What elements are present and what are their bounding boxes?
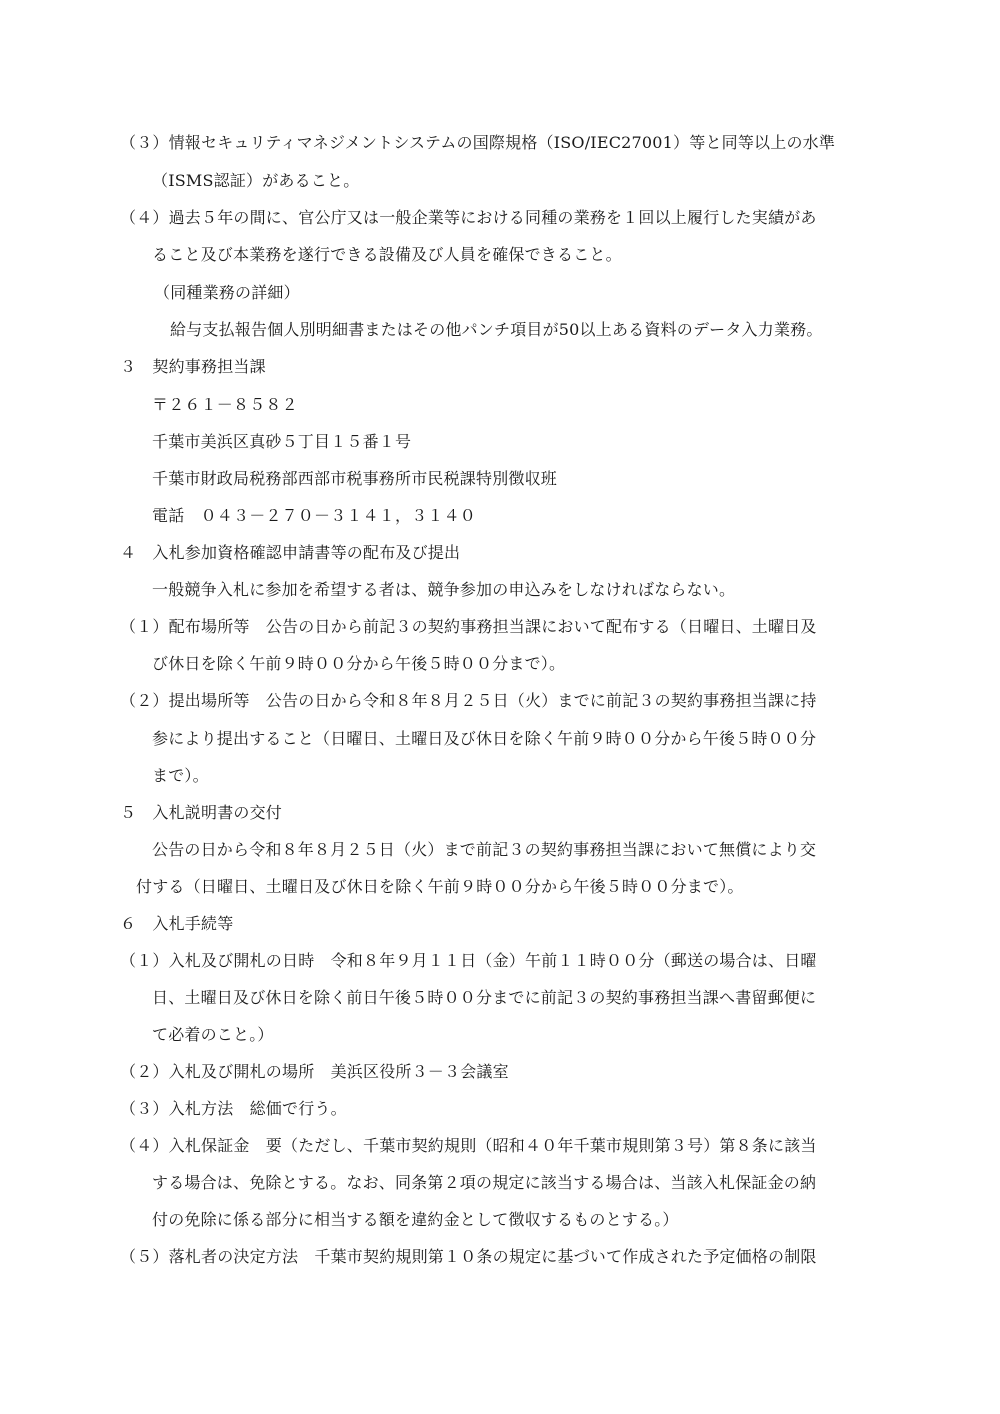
text-line: 一般競争入札に参加を希望する者は、競争参加の申込みをしなければならない。 [152, 580, 736, 599]
text-line: 日、土曜日及び休日を除く前日午後５時００分までに前記３の契約事務担当課へ書留郵便に [152, 988, 817, 1007]
text-line: 千葉市財政局税務部西部市税事務所市民税課特別徴収班 [152, 469, 558, 488]
text-line: び休日を除く午前９時００分から午後５時００分まで）。 [152, 654, 566, 673]
text-line: （１）配布場所等 公告の日から前記３の契約事務担当課において配布する（日曜日、土曜日及 [120, 617, 817, 636]
text-line: 給与支払報告個人別明細書またはその他パンチ項目が50以上ある資料のデータ入力業務。 [170, 320, 823, 339]
section-heading: ５ 入札説明書の交付 [120, 803, 283, 822]
text-line: （２）提出場所等 公告の日から令和８年８月２５日（火）までに前記３の契約事務担当課に持 [120, 691, 817, 710]
text-line: 付の免除に係る部分に相当する額を違約金として徴収するものとする。） [152, 1210, 679, 1229]
text-line: （１）入札及び開札の日時 令和８年９月１１日（金）午前１１時００分（郵送の場合は、日曜 [120, 951, 817, 970]
text-line: 公告の日から令和８年８月２５日（火）まで前記３の契約事務担当課において無償により交 [152, 840, 817, 859]
text-line: （２）入札及び開札の場所 美浜区役所３－３会議室 [120, 1062, 509, 1081]
text-line: （ISMS認証）があること。 [152, 171, 360, 190]
text-line: て必着のこと。） [152, 1025, 274, 1044]
text-line: （４）過去５年の間に、官公庁又は一般企業等における同種の業務を１回以上履行した実績があ [120, 208, 817, 227]
section-heading: ４ 入札参加資格確認申請書等の配布及び提出 [120, 543, 461, 562]
text-line: する場合は、免除とする。なお、同条第２項の規定に該当する場合は、当該入札保証金の納 [152, 1173, 817, 1192]
text-line: （４）入札保証金 要（ただし、千葉市契約規則（昭和４０年千葉市規則第３号）第８条に該当 [120, 1136, 817, 1155]
text-line: 電話 ０４３－２７０－３１４１，３１４０ [152, 506, 477, 525]
text-line: （３）情報セキュリティマネジメントシステムの国際規格（ISO/IEC27001）等と同等以上の水準 [120, 133, 836, 152]
text-line: 〒２６１－８５８２ [152, 395, 298, 414]
text-line: （３）入札方法 総価で行う。 [120, 1099, 347, 1118]
text-line: 付する（日曜日、土曜日及び休日を除く午前９時００分から午後５時００分まで）。 [136, 877, 744, 896]
section-heading: ６ 入札手続等 [120, 914, 234, 933]
section-heading: ３ 契約事務担当課 [120, 357, 266, 376]
text-line: 千葉市美浜区真砂５丁目１５番１号 [152, 432, 412, 451]
text-line: 参により提出すること（日曜日、土曜日及び休日を除く午前９時００分から午後５時００分 [152, 729, 817, 748]
text-line: まで）。 [152, 766, 209, 785]
text-line: （５）落札者の決定方法 千葉市契約規則第１０条の規定に基づいて作成された予定価格の制限 [120, 1247, 817, 1266]
text-line: ること及び本業務を遂行できる設備及び人員を確保できること。 [152, 245, 622, 264]
text-line: （同種業務の詳細） [154, 283, 300, 302]
